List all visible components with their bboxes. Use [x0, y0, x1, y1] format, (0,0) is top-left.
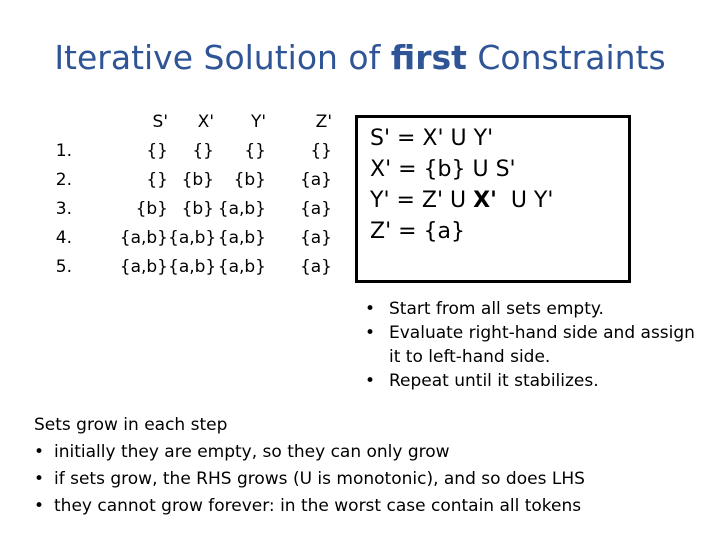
step-text: Repeat until it stabilizes.	[389, 371, 599, 391]
cell-s: {}	[146, 170, 168, 190]
equation-y-prefix: Y' = Z' U	[370, 188, 474, 213]
cell-s: {a,b}	[119, 257, 168, 277]
row-number: 3.	[55, 199, 72, 219]
equation-y	[370, 185, 628, 216]
row-number: 5.	[55, 257, 72, 277]
table-row	[28, 166, 332, 195]
header-s: S'	[152, 112, 168, 132]
cell-x: {b}	[181, 199, 214, 219]
header-x: X'	[197, 112, 214, 132]
cell-s: {}	[146, 141, 168, 161]
bullet-icon: •	[365, 323, 376, 343]
cell-x: {a,b}	[168, 228, 217, 248]
bullet-icon: •	[34, 496, 45, 516]
equation-y-suffix: U Y'	[496, 188, 554, 213]
explanation-lead: Sets grow in each step	[34, 415, 228, 435]
row-number: 2.	[55, 170, 72, 190]
list-item	[34, 439, 704, 466]
cell-z: {a}	[299, 257, 332, 277]
list-item	[34, 466, 704, 493]
cell-y: {a,b}	[217, 199, 266, 219]
cell-y: {a,b}	[217, 228, 266, 248]
title-prefix: Iterative Solution of	[54, 38, 391, 77]
list-item	[365, 369, 695, 393]
list-item	[34, 493, 704, 520]
table-header-row	[28, 108, 332, 137]
point-text: initially they are empty, so they can only grow	[54, 442, 450, 462]
cell-y: {}	[244, 141, 266, 161]
list-item	[365, 321, 695, 369]
cell-s: {a,b}	[119, 228, 168, 248]
bullet-icon: •	[34, 469, 45, 489]
equations-box	[355, 115, 631, 283]
cell-x: {a,b}	[168, 257, 217, 277]
growth-explanation	[34, 412, 704, 520]
algorithm-steps	[365, 297, 695, 393]
equation-x: X' = {b} U S'	[370, 157, 516, 182]
bullet-icon: •	[365, 299, 376, 319]
title-bold-word: first	[390, 38, 467, 77]
point-text: they cannot grow forever: in the worst case contain all tokens	[54, 496, 582, 516]
cell-z: {a}	[299, 170, 332, 190]
table-row	[28, 253, 332, 282]
equation-s: S' = X' U Y'	[370, 126, 494, 151]
bullet-icon: •	[34, 442, 45, 462]
cell-y: {a,b}	[217, 257, 266, 277]
row-number: 1.	[55, 141, 72, 161]
cell-x: {}	[192, 141, 214, 161]
cell-z: {a}	[299, 228, 332, 248]
cell-y: {b}	[233, 170, 266, 190]
step-text: Evaluate right-hand side and assign it to left-hand side.	[389, 323, 695, 367]
slide-title	[0, 38, 720, 77]
cell-x: {b}	[181, 170, 214, 190]
bullet-icon: •	[365, 371, 376, 391]
table-row	[28, 224, 332, 253]
table-row	[28, 137, 332, 166]
cell-z: {a}	[299, 199, 332, 219]
equation-y-bold: X'	[473, 188, 497, 213]
cell-s: {b}	[135, 199, 168, 219]
point-text: if sets grow, the RHS grows (U is monotonic), and so does LHS	[54, 469, 585, 489]
cell-z: {}	[310, 141, 332, 161]
header-z: Z'	[315, 112, 332, 132]
title-suffix: Constraints	[466, 38, 666, 77]
list-item	[365, 297, 695, 321]
step-text: Start from all sets empty.	[389, 299, 604, 319]
equation-z: Z' = {a}	[370, 219, 466, 244]
row-number: 4.	[55, 228, 72, 248]
header-y: Y'	[250, 112, 266, 132]
iteration-table	[28, 108, 332, 282]
table-row	[28, 195, 332, 224]
